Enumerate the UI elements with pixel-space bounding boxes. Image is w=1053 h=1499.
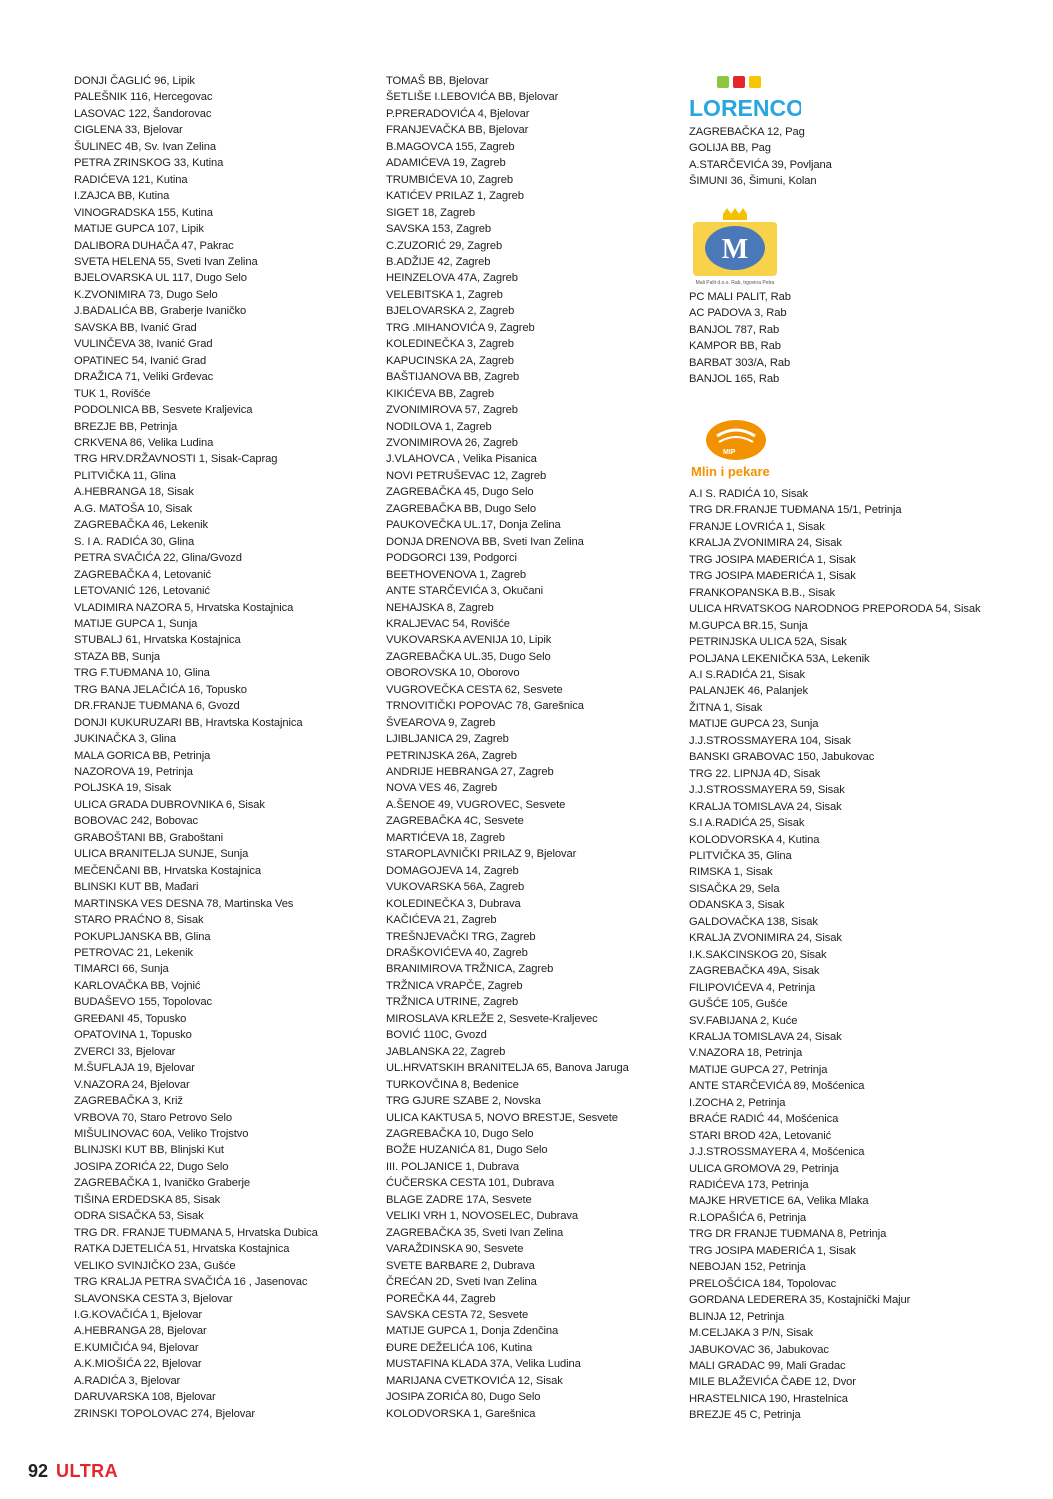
- store-address: MEČENČANI BB, Hrvatska Kostajnica: [74, 864, 261, 877]
- store-address: J.J.STROSSMAYERA 4, Mošćenica: [689, 1146, 865, 1159]
- store-address: MIŠULINOVAC 60A, Veliko Trojstvo: [74, 1128, 249, 1140]
- store-address: KRALJA ZVONIMIRA 24, Sisak: [689, 932, 842, 945]
- store-address: ZAGREBAČKA UL.35, Dugo Selo: [386, 650, 551, 663]
- store-address: JOSIPA ZORIĆA 80, Dugo Selo: [386, 1391, 541, 1404]
- store-address: UL.HRVATSKIH BRANITELJA 65, Banova Jaruga: [386, 1062, 629, 1075]
- store-address: MATIJE GUPCA 1, Donja Zdenčina: [386, 1325, 559, 1338]
- store-address: VLADIMIRA NAZORA 5, Hrvatska Kostajnica: [74, 601, 294, 614]
- store-address: ODANSKA 3, Sisak: [689, 899, 785, 912]
- store-address: KIKIĆEVA BB, Zagreb: [386, 387, 494, 400]
- store-address: I.ZOCHA 2, Petrinja: [689, 1096, 786, 1109]
- store-address: TRG DR. FRANJE TUĐMANA 5, Hrvatska Dubica: [74, 1226, 318, 1239]
- store-address: ZAGREBAČKA 3, Križ: [74, 1095, 183, 1108]
- store-address: BLINJSKI KUT BB, Blinjski Kut: [74, 1144, 224, 1157]
- store-address: PALEŠNIK 116, Hercegovac: [74, 91, 213, 104]
- store-address: KOLEDINEČKA 3, Zagreb: [386, 338, 514, 351]
- store-address: RATKA DJETELIĆA 51, Hrvatska Kostajnica: [74, 1243, 290, 1256]
- store-address: ADAMIĆEVA 19, Zagreb: [386, 157, 506, 170]
- store-address: SV.FABIJANA 2, Kuće: [689, 1014, 798, 1027]
- store-address: NOVA VES 46, Zagreb: [386, 782, 498, 795]
- store-address: A.HEBRANGA 28, Bjelovar: [74, 1325, 207, 1338]
- store-address: GORDANA LEDERERA 35, Kostajnički Majur: [689, 1294, 911, 1307]
- store-address: POREČKA 44, Zagreb: [386, 1292, 496, 1305]
- store-address: TRG DR.FRANJE TUĐMANA 15/1, Petrinja: [689, 504, 902, 517]
- store-address: TREŠNJEVAČKI TRG, Zagreb: [386, 930, 536, 943]
- store-address: ŠULINEC 4B, Sv. Ivan Zelina: [74, 140, 216, 153]
- store-address: TRG JOSIPA MAĐERIĆA 1, Sisak: [689, 553, 856, 566]
- store-address: ULICA GRADA DUBROVNIKA 6, Sisak: [74, 798, 265, 811]
- store-address: SVETE BARBARE 2, Dubrava: [386, 1259, 535, 1272]
- brand-name: ULTRA: [56, 1461, 119, 1481]
- store-address: SLAVONSKA CESTA 3, Bjelovar: [74, 1292, 233, 1305]
- store-address: VARAŽDINSKA 90, Sesvete: [386, 1243, 524, 1256]
- store-address: A.K.MIOŠIĆA 22, Bjelovar: [74, 1358, 202, 1371]
- store-address: BANJOL 787, Rab: [689, 323, 780, 336]
- store-address: MILE BLAŽEVIĆA ČAĐE 12, Dvor: [689, 1376, 856, 1389]
- store-address: BEETHOVENOVA 1, Zagreb: [386, 568, 526, 581]
- store-address: BLAGE ZADRE 17A, Sesvete: [386, 1193, 532, 1206]
- store-address: ŠIMUNI 36, Šimuni, Kolan: [689, 175, 817, 188]
- store-address: POLJANA LEKENIČKA 53A, Lekenik: [689, 652, 870, 665]
- store-address: ZRINSKI TOPOLOVAC 274, Bjelovar: [74, 1407, 255, 1420]
- store-address: PETROVAC 21, Lekenik: [74, 947, 194, 960]
- store-address: M.ŠUFLAJA 19, Bjelovar: [74, 1062, 195, 1075]
- store-address: TOMAŠ BB, Bjelovar: [386, 75, 489, 87]
- store-address: ULICA KAKTUSA 5, NOVO BRESTJE, Sesvete: [386, 1111, 618, 1124]
- store-address: A.ŠENOE 49, VUGROVEC, Sesvete: [386, 798, 566, 811]
- store-address: TRG KRALJA PETRA SVAČIĆA 16 , Jasenovac: [74, 1276, 308, 1289]
- store-address: B.MAGOVCA 155, Zagreb: [386, 140, 515, 153]
- store-address: MUSTAFINA KLADA 37A, Velika Ludina: [386, 1358, 581, 1371]
- store-address: LJIBLJANICA 29, Zagreb: [386, 733, 509, 746]
- store-address: HEINZELOVA 47A, Zagreb: [386, 272, 518, 285]
- store-address: SAVSKA BB, Ivanić Grad: [74, 321, 197, 334]
- store-address: A.RADIĆA 3, Bjelovar: [74, 1374, 181, 1387]
- store-address: JABUKOVAC 36, Jabukovac: [689, 1343, 829, 1356]
- mali-palit-logo-graphic: [689, 208, 781, 286]
- store-address: I.ZAJCA BB, Kutina: [74, 190, 170, 203]
- store-address: ULICA HRVATSKOG NARODNOG PREPORODA 54, Sisak: [689, 603, 981, 616]
- store-address: ĐURE DEŽELIĆA 106, Kutina: [386, 1341, 533, 1354]
- store-address: BOVIĆ 110C, Gvozd: [386, 1029, 487, 1042]
- store-address: ČREĆAN 2D, Sveti Ivan Zelina: [386, 1276, 537, 1289]
- store-address: MATIJE GUPCA 27, Petrinja: [689, 1063, 828, 1076]
- store-address: K.ZVONIMIRA 73, Dugo Selo: [74, 288, 218, 301]
- store-address: ŽITNA 1, Sisak: [689, 701, 763, 714]
- store-address: BARBAT 303/A, Rab: [689, 356, 791, 369]
- store-address: BLINSKI KUT BB, Mađari: [74, 881, 199, 894]
- page-number: 92: [28, 1461, 49, 1481]
- store-address: BRAĆE RADIĆ 44, Mošćenica: [689, 1113, 839, 1126]
- store-address: RADIĆEVA 121, Kutina: [74, 173, 188, 186]
- store-address: PETRINJSKA ULICA 52A, Sisak: [689, 636, 847, 649]
- store-address: ZVONIMIROVA 26, Zagreb: [386, 436, 518, 449]
- store-address: A.G. MATOŠA 10, Sisak: [74, 502, 193, 515]
- store-address: POKUPLJANSKA BB, Glina: [74, 930, 211, 943]
- store-address: NOVI PETRUŠEVAC 12, Zagreb: [386, 469, 547, 482]
- store-address: KAMPOR BB, Rab: [689, 340, 781, 353]
- store-address: STARO PRAĆNO 8, Sisak: [74, 914, 204, 927]
- store-address: PETRA SVAČIĆA 22, Glina/Gvozd: [74, 552, 242, 565]
- mlin-logo-badge: MIP: [723, 449, 736, 456]
- store-address: BREZJE BB, Petrinja: [74, 420, 178, 433]
- store-list-column-1: [74, 73, 354, 1422]
- store-address: KRALJA ZVONIMIRA 24, Sisak: [689, 537, 842, 550]
- store-address: J.J.STROSSMAYERA 59, Sisak: [689, 784, 845, 797]
- store-address: TRG JOSIPA MAĐERIĆA 1, Sisak: [689, 570, 856, 583]
- store-address: OPATOVINA 1, Topusko: [74, 1029, 192, 1042]
- store-address: A.HEBRANGA 18, Sisak: [74, 486, 194, 499]
- store-address: PALANJEK 46, Palanjek: [689, 685, 808, 698]
- store-address: DONJA DRENOVA BB, Sveti Ivan Zelina: [386, 535, 584, 548]
- store-address: PRELOŠĆICA 184, Topolovac: [689, 1277, 837, 1290]
- store-address: MALI GRADAC 99, Mali Gradac: [689, 1360, 846, 1373]
- store-address: ULICA GROMOVA 29, Petrinja: [689, 1162, 839, 1175]
- store-address: KAPUCINSKA 2A, Zagreb: [386, 354, 514, 367]
- store-address: MIROSLAVA KRLEŽE 2, Sesvete-Kraljevec: [386, 1012, 598, 1025]
- store-address: BOBOVAC 242, Bobovac: [74, 815, 199, 828]
- store-address: POLJSKA 19, Sisak: [74, 782, 172, 795]
- store-address: DRAŠKOVIĆEVA 40, Zagreb: [386, 947, 528, 960]
- lorenco-logo-graphic: [689, 74, 801, 122]
- store-address: M.CELJAKA 3 P/N, Sisak: [689, 1327, 814, 1340]
- store-address: KOLEDINEČKA 3, Dubrava: [386, 897, 521, 910]
- store-address: TRG BANA JELAČIĆA 16, Topusko: [74, 683, 247, 696]
- store-address: TIŠINA ERDEDSKA 85, Sisak: [74, 1193, 221, 1206]
- store-address: PLITVIČKA 35, Glina: [689, 849, 792, 862]
- store-address: SVETA HELENA 55, Sveti Ivan Zelina: [74, 255, 258, 268]
- store-address: A.I S.RADIĆA 21, Sisak: [689, 668, 805, 681]
- store-address: VELEBITSKA 1, Zagreb: [386, 288, 503, 301]
- store-address: KRALJA TOMISLAVA 24, Sisak: [689, 800, 842, 813]
- store-address: PC MALI PALIT, Rab: [689, 291, 791, 303]
- store-address: MAJKE HRVETICE 6A, Velika Mlaka: [689, 1195, 869, 1208]
- store-address: ZAGREBAČKA 1, Ivaničko Graberje: [74, 1177, 250, 1190]
- store-address: FRANKOPANSKA B.B., Sisak: [689, 586, 835, 599]
- store-address: STAZA BB, Sunja: [74, 650, 160, 663]
- store-address: TRG 22. LIPNJA 4D, Sisak: [689, 767, 821, 780]
- mali-palit-store-list: [689, 289, 791, 388]
- store-address: AC PADOVA 3, Rab: [689, 307, 787, 320]
- lorenco-store-list: [689, 124, 832, 190]
- store-address: BJELOVARSKA 2, Zagreb: [386, 305, 515, 318]
- store-list-column-2: [386, 73, 676, 1422]
- store-address: III. POLJANICE 1, Dubrava: [386, 1160, 520, 1173]
- store-address: ŠVEAROVA 9, Zagreb: [386, 716, 496, 729]
- store-address: MATIJE GUPCA 1, Sunja: [74, 617, 198, 630]
- store-address: RIMSKA 1, Sisak: [689, 866, 773, 879]
- store-address: M.GUPCA BR.15, Sunja: [689, 619, 808, 632]
- store-address: HRASTELNICA 190, Hrastelnica: [689, 1392, 848, 1405]
- store-address: JUKINAČKA 3, Glina: [74, 733, 177, 746]
- store-address: J.BADALIĆA BB, Graberje Ivaničko: [74, 305, 247, 318]
- store-address: OPATINEC 54, Ivanić Grad: [74, 354, 207, 367]
- store-address: DONJI KUKURUZARI BB, Hravtska Kostajnica: [74, 716, 303, 729]
- store-address: ZVERCI 33, Bjelovar: [74, 1045, 176, 1058]
- store-address: ŠETLIŠE I.LEBOVIĆA BB, Bjelovar: [386, 91, 559, 104]
- store-address: VUKOVARSKA 56A, Zagreb: [386, 881, 525, 894]
- store-address: KAČIĆEVA 21, Zagreb: [386, 914, 497, 927]
- store-address: TUK 1, Rovišće: [74, 387, 151, 400]
- mali-palit-logo: [689, 208, 781, 286]
- store-address: NEHAJSKA 8, Zagreb: [386, 601, 494, 614]
- store-address: JABLANSKA 22, Zagreb: [386, 1045, 506, 1058]
- svg-text:M: M: [721, 234, 749, 265]
- store-address: A.I S. RADIĆA 10, Sisak: [689, 488, 808, 500]
- store-address: S.I A.RADIĆA 25, Sisak: [689, 817, 805, 830]
- store-address: VRBOVA 70, Staro Petrovo Selo: [74, 1111, 232, 1124]
- store-address: TRG GJURE SZABE 2, Novska: [386, 1095, 541, 1108]
- store-address: DR.FRANJE TUĐMANA 6, Gvozd: [74, 700, 240, 713]
- store-address: KRALJA TOMISLAVA 24, Sisak: [689, 1030, 842, 1043]
- store-address: NAZOROVA 19, Petrinja: [74, 766, 193, 779]
- store-address: RADIĆEVA 173, Petrinja: [689, 1179, 809, 1192]
- store-address: PAUKOVEČKA UL.17, Donja Zelina: [386, 519, 561, 532]
- store-address: J.VLAHOVCA , Velika Pisanica: [386, 453, 537, 466]
- store-address: ODRA SISAČKA 53, Sisak: [74, 1210, 204, 1223]
- lorenco-logo-text: LORENCO: [689, 95, 801, 121]
- store-address: C.ZUZORIĆ 29, Zagreb: [386, 239, 503, 252]
- store-address: BJELOVARSKA UL 117, Dugo Selo: [74, 272, 247, 285]
- store-address: DALIBORA DUHAČA 47, Pakrac: [74, 239, 234, 252]
- store-address: ZAGREBAČKA 46, Lekenik: [74, 519, 208, 532]
- page-footer: [28, 1461, 118, 1482]
- store-address: DRAŽICA 71, Veliki Grđevac: [74, 371, 214, 384]
- store-address: GRABOŠTANI BB, Graboštani: [74, 831, 223, 844]
- store-address: OBOROVSKA 10, Oborovo: [386, 667, 520, 680]
- store-address: DARUVARSKA 108, Bjelovar: [74, 1391, 216, 1404]
- store-address: KOLODVORSKA 1, Garešnica: [386, 1407, 536, 1420]
- store-address: PODOLNICA BB, Sesvete Kraljevica: [74, 404, 253, 417]
- store-address: BLINJA 12, Petrinja: [689, 1310, 785, 1323]
- store-address: ULICA BRANITELJA SUNJE, Sunja: [74, 848, 249, 861]
- store-address: BOŽE HUZANIĆA 81, Dugo Selo: [386, 1144, 548, 1157]
- mlin-logo-text: Mlin i pekare: [691, 464, 770, 479]
- store-address: ZVONIMIROVA 57, Zagreb: [386, 404, 518, 417]
- store-address: TIMARCI 66, Sunja: [74, 963, 169, 976]
- store-address: A.STARČEVIĆA 39, Povljana: [689, 158, 832, 171]
- store-address: B.ADŽIJE 42, Zagreb: [386, 255, 491, 268]
- store-address: V.NAZORA 24, Bjelovar: [74, 1078, 190, 1091]
- store-address: TRG DR FRANJE TUĐMANA 8, Petrinja: [689, 1228, 887, 1241]
- store-address: FRANJEVAČKA BB, Bjelovar: [386, 124, 529, 137]
- store-address: ZAGREBAČKA 49A, Sisak: [689, 965, 820, 978]
- store-address: NODILOVA 1, Zagreb: [386, 420, 492, 433]
- mlin-store-list: [689, 486, 981, 1424]
- store-address: ZAGREBAČKA 45, Dugo Selo: [386, 486, 534, 499]
- store-address: ZAGREBAČKA BB, Dugo Selo: [386, 502, 536, 515]
- store-address: J.J.STROSSMAYERA 104, Sisak: [689, 734, 851, 747]
- store-address: ZAGREBAČKA 4C, Sesvete: [386, 815, 524, 828]
- store-address: STAROPLAVNIČKI PRILAZ 9, Bjelovar: [386, 848, 577, 861]
- store-address: TRG F.TUĐMANA 10, Glina: [74, 667, 210, 680]
- store-address: R.LOPAŠIĆA 6, Petrinja: [689, 1211, 806, 1224]
- store-address: MARTIĆEVA 18, Zagreb: [386, 831, 505, 844]
- store-address: PETRINJSKA 26A, Zagreb: [386, 749, 517, 762]
- store-address: DONJI ČAGLIĆ 96, Lipik: [74, 75, 195, 87]
- store-address: PETRA ZRINSKOG 33, Kutina: [74, 157, 224, 170]
- store-address: MARIJANA CVETKOVIĆA 12, Sisak: [386, 1374, 563, 1387]
- store-address: STUBALJ 61, Hrvatska Kostajnica: [74, 634, 241, 647]
- store-address: ANTE STARČEVIĆA 89, Mošćenica: [689, 1080, 865, 1093]
- store-address: TRŽNICA UTRINE, Zagreb: [386, 996, 519, 1009]
- store-address: ZAGREBAČKA 10, Dugo Selo: [386, 1128, 534, 1140]
- store-address: TRG HRV.DRŽAVNOSTI 1, Sisak-Caprag: [74, 453, 278, 466]
- store-address: I.K.SAKCINSKOG 20, Sisak: [689, 948, 827, 961]
- store-address: VULINČEVA 38, Ivanić Grad: [74, 338, 213, 351]
- store-address: ANDRIJE HEBRANGA 27, Zagreb: [386, 766, 554, 779]
- store-address: MALA GORICA BB, Petrinja: [74, 749, 211, 762]
- lorenco-logo: [689, 74, 801, 122]
- store-address: LETOVANIĆ 126, Letovanić: [74, 585, 210, 598]
- store-address: BREZJE 45 C, Petrinja: [689, 1409, 801, 1422]
- store-address: BAŠTIJANOVA BB, Zagreb: [386, 371, 520, 384]
- store-address: P.PRERADOVIĆA 4, Bjelovar: [386, 107, 530, 120]
- store-address: MATIJE GUPCA 23, Sunja: [689, 718, 819, 731]
- store-address: SAVSKA 153, Zagreb: [386, 223, 491, 236]
- store-address: SAVSKA CESTA 72, Sesvete: [386, 1308, 529, 1321]
- store-address: TURKOVČINA 8, Bedenice: [386, 1078, 519, 1091]
- store-address: ZAGREBAČKA 35, Sveti Ivan Zelina: [386, 1226, 564, 1239]
- store-address: TRG JOSIPA MAĐERIĆA 1, Sisak: [689, 1244, 856, 1257]
- store-address: ZAGREBAČKA 12, Pag: [689, 126, 805, 138]
- store-address: KATIĆEV PRILAZ 1, Zagreb: [386, 190, 524, 203]
- store-address: GALDOVAČKA 138, Sisak: [689, 915, 818, 928]
- store-address: V.NAZORA 18, Petrinja: [689, 1047, 803, 1060]
- store-address: ZAGREBAČKA 4, Letovanić: [74, 568, 211, 581]
- store-address: TRUMBIĆEVA 10, Zagreb: [386, 173, 514, 186]
- store-address: JOSIPA ZORIĆA 22, Dugo Selo: [74, 1160, 229, 1173]
- store-address: LASOVAC 122, Šandorovac: [74, 107, 212, 120]
- store-address: I.G.KOVAČIĆA 1, Bjelovar: [74, 1308, 202, 1321]
- store-address: KOLODVORSKA 4, Kutina: [689, 833, 820, 846]
- store-address: BUDAŠEVO 155, Topolovac: [74, 996, 213, 1009]
- store-address: VUGROVEČKA CESTA 62, Sesvete: [386, 683, 563, 696]
- store-address: MARTINSKA VES DESNA 78, Martinska Ves: [74, 897, 294, 910]
- store-address: S. I A. RADIĆA 30, Glina: [74, 535, 195, 548]
- store-address: TRNOVITIČKI POPOVAC 78, Garešnica: [386, 700, 584, 713]
- mali-palit-logo-caption: Mali Palit d.o.o. Rab, trgovina Petra: [695, 280, 775, 286]
- store-address: SIGET 18, Zagreb: [386, 206, 475, 219]
- store-address: FRANJE LOVRIĆA 1, Sisak: [689, 520, 825, 533]
- store-address: GREĐANI 45, Topusko: [74, 1012, 187, 1025]
- store-address: TRG .MIHANOVIĆA 9, Zagreb: [386, 321, 535, 334]
- store-address: DOMAGOJEVA 14, Zagreb: [386, 864, 519, 877]
- store-address: SISAČKA 29, Sela: [689, 882, 780, 895]
- mlin-i-pekare-logo: [689, 418, 784, 480]
- store-address: ANTE STARČEVIĆA 3, Okučani: [386, 585, 543, 598]
- store-address: CIGLENA 33, Bjelovar: [74, 124, 183, 137]
- store-address: PODGORCI 139, Podgorci: [386, 552, 517, 565]
- store-address: BANSKI GRABOVAC 150, Jabukovac: [689, 751, 875, 764]
- store-address: PLITVIČKA 11, Glina: [74, 469, 176, 482]
- store-address: CRKVENA 86, Velika Ludina: [74, 436, 214, 449]
- store-address: BANJOL 165, Rab: [689, 373, 780, 386]
- store-address: KARLOVAČKA BB, Vojnić: [74, 979, 201, 992]
- store-address: BRANIMIROVA TRŽNICA, Zagreb: [386, 963, 554, 976]
- store-address: VELIKO SVINJIČKO 23A, Gušće: [74, 1259, 236, 1272]
- store-address: VELIKI VRH 1, NOVOSELEC, Dubrava: [386, 1210, 579, 1223]
- store-address: E.KUMIČIĆA 94, Bjelovar: [74, 1341, 199, 1354]
- store-address: TRŽNICA VRAPČE, Zagreb: [386, 979, 523, 992]
- store-address: ĆUČERSKA CESTA 101, Dubrava: [386, 1177, 555, 1190]
- store-address: NEBOJAN 152, Petrinja: [689, 1261, 806, 1274]
- store-address: KRALJEVAC 54, Rovišće: [386, 617, 510, 630]
- store-address: VINOGRADSKA 155, Kutina: [74, 206, 213, 219]
- store-address: VUKOVARSKA AVENIJA 10, Lipik: [386, 634, 552, 647]
- mlin-logo-graphic: [689, 418, 784, 480]
- store-address: GUŠĆE 105, Gušće: [689, 998, 788, 1011]
- store-address: FILIPOVIĆEVA 4, Petrinja: [689, 981, 816, 994]
- store-address: MATIJE GUPCA 107, Lipik: [74, 223, 204, 236]
- store-address: STARI BROD 42A, Letovanić: [689, 1129, 832, 1142]
- store-address: GOLIJA BB, Pag: [689, 142, 771, 155]
